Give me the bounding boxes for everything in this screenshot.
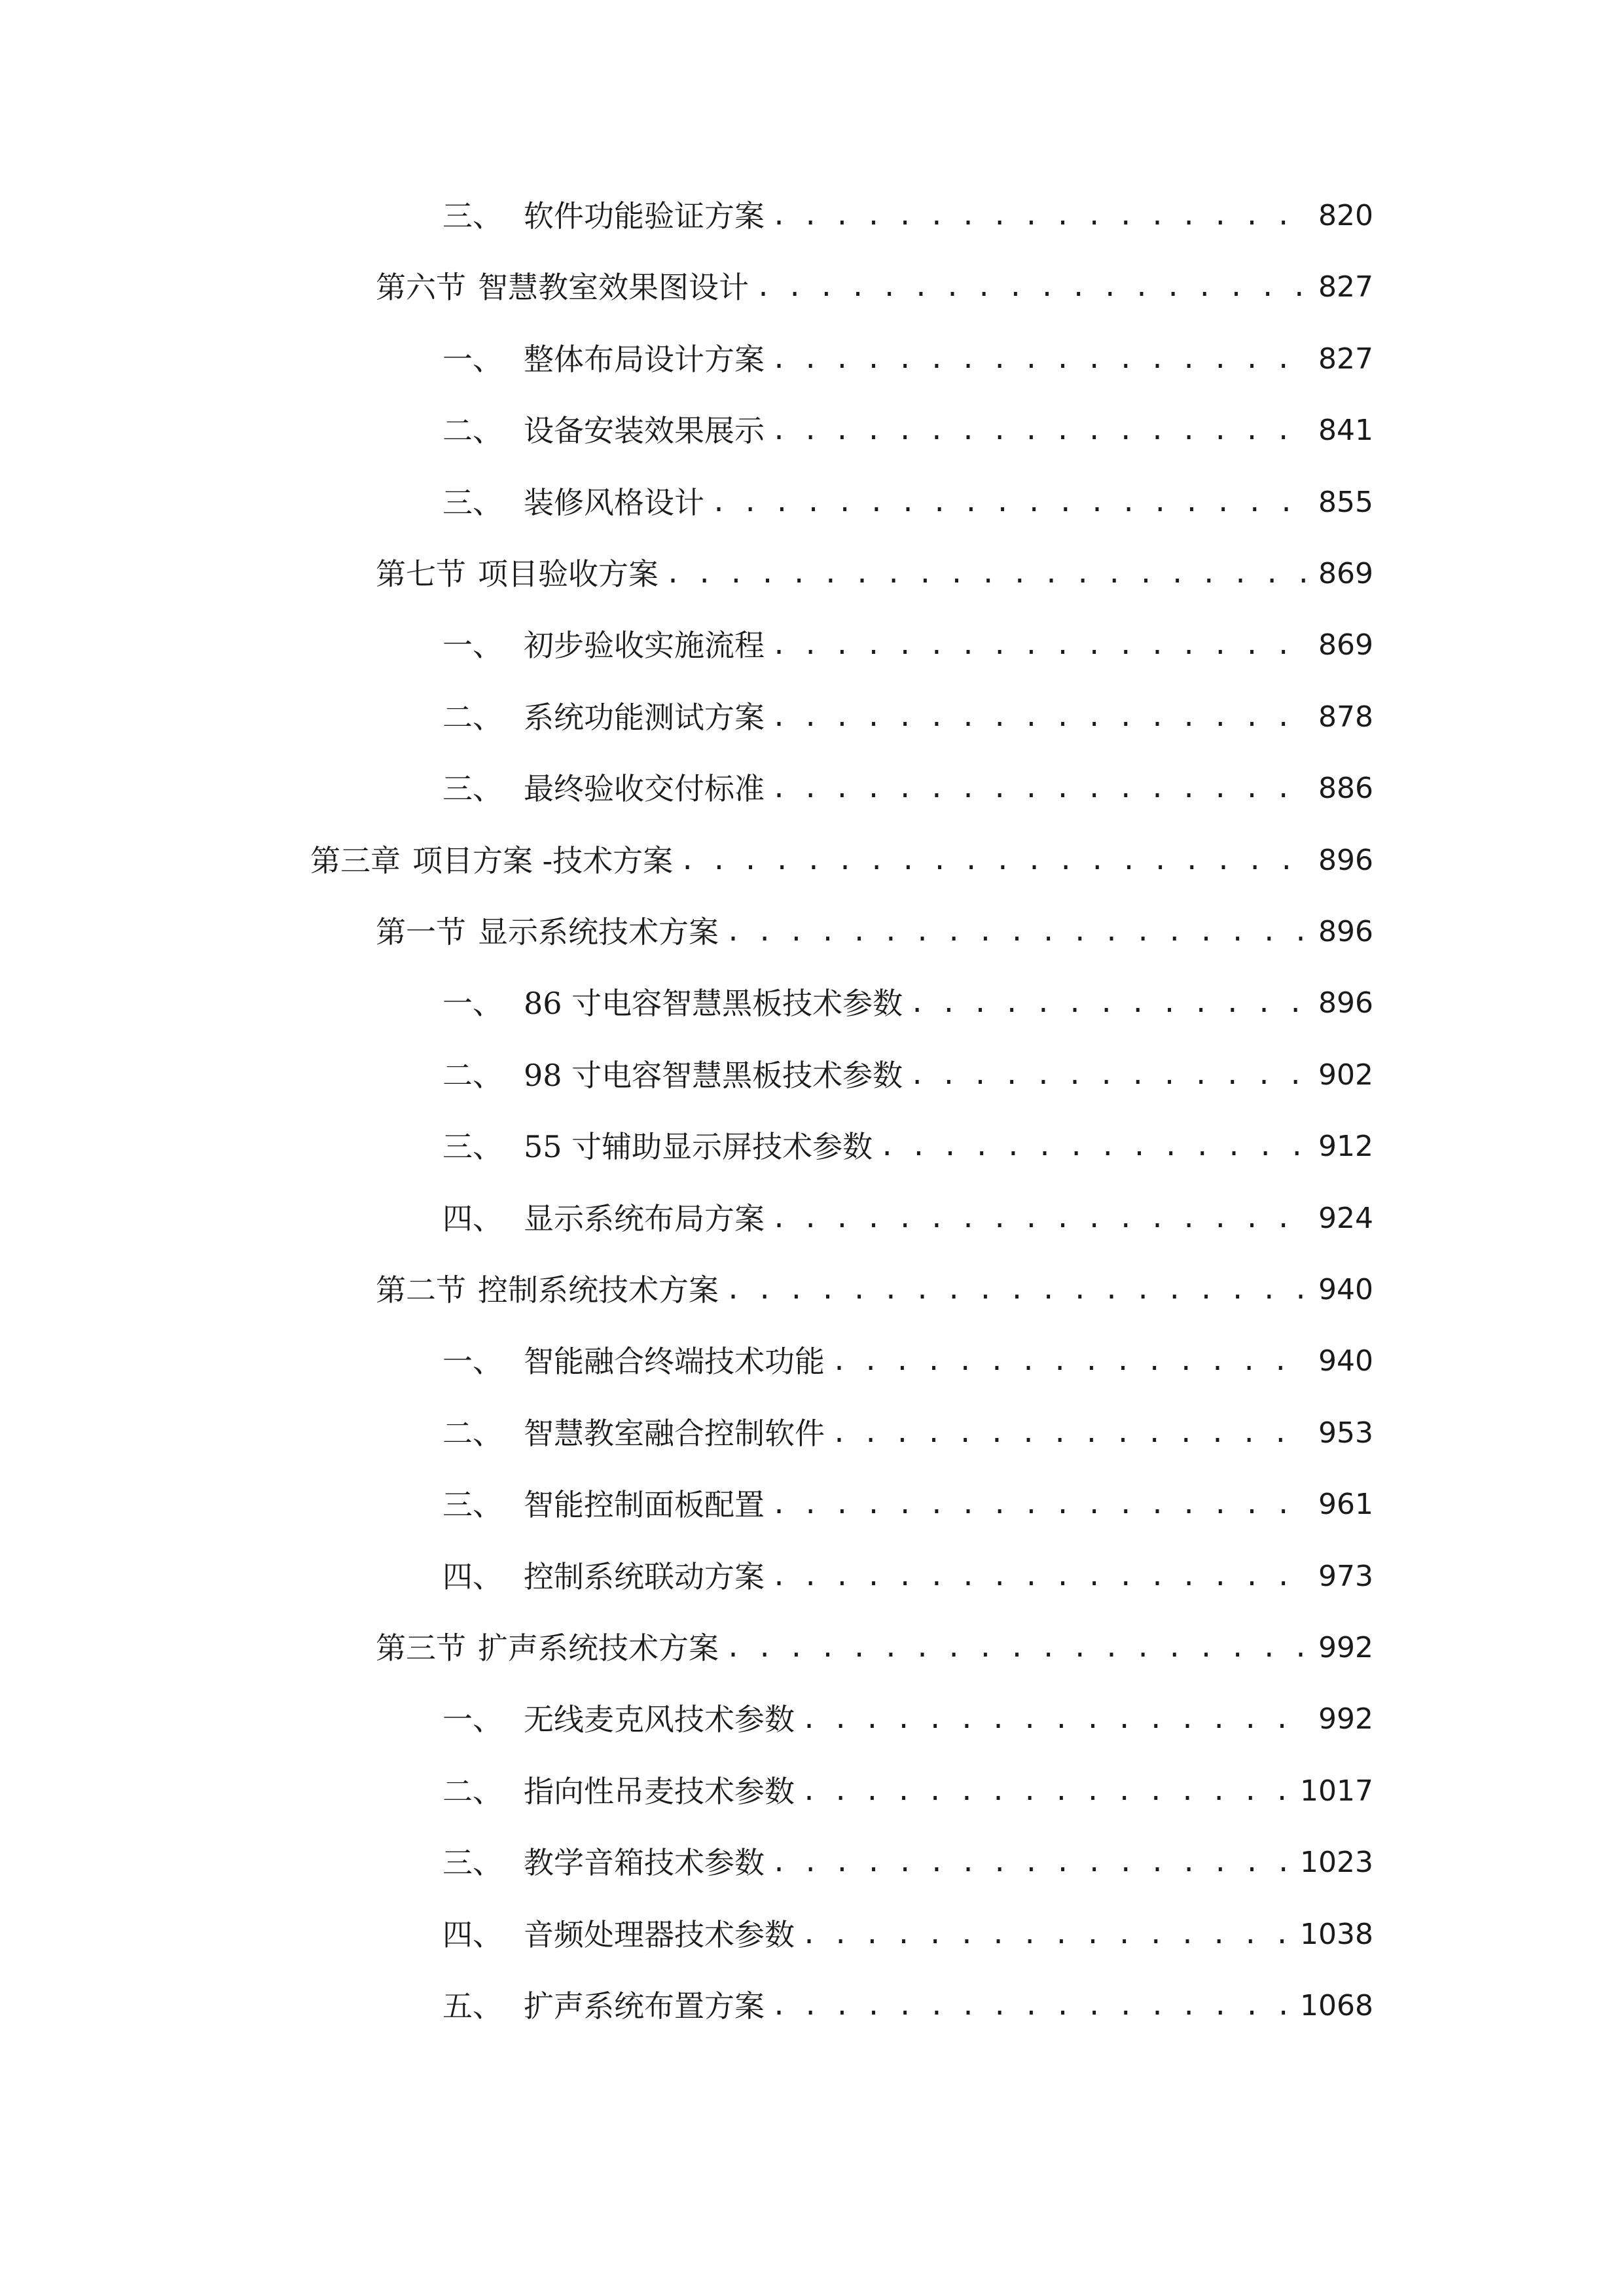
dot-leader: [771, 1980, 1291, 2032]
toc-entry-title: 项目验收方案: [478, 556, 659, 592]
toc-entry-title: 显示系统技术方案: [478, 914, 719, 950]
toc-entry-marker: 四、: [442, 1917, 503, 1952]
toc-entry-title: 扩声系统布置方案: [524, 1988, 765, 2024]
toc-entry-section[interactable]: [376, 906, 1373, 958]
dot-leader: [771, 691, 1309, 744]
toc-entry-item[interactable]: [442, 404, 1373, 457]
toc-entry-page-number: 869: [1318, 628, 1373, 662]
toc-entry-item[interactable]: [442, 691, 1373, 744]
toc-entry-title: 控制系统联动方案: [524, 1559, 765, 1594]
toc-entry-title: 装修风格设计: [524, 485, 704, 520]
toc-entry-item[interactable]: [442, 1049, 1373, 1102]
toc-entry-item[interactable]: [442, 1551, 1373, 1603]
dot-leader: [679, 834, 1309, 887]
toc-entry-marker: 三、: [442, 1487, 503, 1522]
toc-entry-title: 控制系统技术方案: [478, 1272, 719, 1308]
toc-entry-title: 智慧教室融合控制软件: [524, 1416, 825, 1451]
toc-entry-page-number: 869: [1318, 557, 1373, 590]
toc-entry-item[interactable]: [442, 1407, 1373, 1460]
toc-entry-title: 整体布局设计方案: [524, 342, 765, 377]
toc-entry-marker: 三、: [442, 198, 503, 234]
toc-entry-page-number: 1038: [1300, 1918, 1373, 1951]
dot-leader: [771, 1551, 1309, 1603]
toc-entry-item[interactable]: [442, 476, 1373, 529]
toc-entry-page-number: 896: [1318, 844, 1373, 877]
toc-entry-chapter[interactable]: [310, 834, 1373, 887]
toc-entry-item[interactable]: [442, 1909, 1373, 1961]
toc-entry-page-number: 1017: [1300, 1774, 1373, 1808]
toc-entry-page-number: 841: [1318, 414, 1373, 447]
toc-entry-title: 教学音箱技术参数: [524, 1845, 765, 1880]
toc-entry-page-number: 912: [1318, 1130, 1373, 1163]
toc-entry-title: 智能融合终端技术功能: [524, 1344, 825, 1379]
toc-entry-page-number: 924: [1318, 1202, 1373, 1235]
toc-entry-marker: 一、: [442, 1702, 503, 1737]
toc-entry-title: 最终验收交付标准: [524, 771, 765, 806]
toc-entry-marker: 第一节: [376, 914, 466, 950]
dot-leader: [771, 190, 1309, 242]
toc-entry-title: 扩声系统技术方案: [478, 1630, 719, 1666]
dot-leader: [771, 619, 1309, 672]
dot-leader: [801, 1909, 1291, 1961]
toc-entry-page-number: 1068: [1300, 1989, 1373, 2022]
toc-entry-marker: 四、: [442, 1559, 503, 1594]
toc-entry-item[interactable]: [442, 190, 1373, 242]
toc-entry-marker: 一、: [442, 628, 503, 663]
toc-entry-item[interactable]: [442, 1335, 1373, 1388]
toc-entry-title: 软件功能验证方案: [524, 198, 765, 234]
dot-leader: [801, 1765, 1291, 1818]
toc-entry-marker: 第三章: [310, 843, 401, 878]
toc-entry-title: 显示系统布局方案: [524, 1201, 765, 1236]
toc-entry-marker: 二、: [442, 700, 503, 735]
toc-entry-page-number: 820: [1318, 199, 1373, 232]
toc-entry-section[interactable]: [376, 548, 1373, 600]
dot-leader: [725, 1264, 1309, 1316]
toc-entry-page-number: 992: [1318, 1631, 1373, 1664]
dot-leader: [725, 906, 1309, 958]
dot-leader: [771, 762, 1309, 815]
dot-leader: [771, 1193, 1309, 1245]
toc-entry-title: 智慧教室效果图设计: [478, 270, 749, 305]
toc-entry-section[interactable]: [376, 261, 1373, 314]
dot-leader: [909, 1049, 1309, 1102]
toc-entry-page-number: 827: [1318, 270, 1373, 304]
toc-entry-page-number: 1023: [1300, 1846, 1373, 1879]
toc-entry-page-number: 886: [1318, 772, 1373, 805]
toc-entry-marker: 二、: [442, 1058, 503, 1093]
toc-entry-title: 系统功能测试方案: [524, 700, 765, 735]
toc-entry-marker: 二、: [442, 1416, 503, 1451]
toc-entry-page-number: 940: [1318, 1344, 1373, 1378]
toc-entry-title: 设备安装效果展示: [524, 413, 765, 448]
toc-entry-item[interactable]: [442, 1837, 1373, 1889]
dot-leader: [801, 1693, 1309, 1746]
dot-leader: [711, 476, 1309, 529]
toc-entry-item[interactable]: [442, 619, 1373, 672]
toc-entry-page-number: 896: [1318, 915, 1373, 948]
toc-entry-page-number: 961: [1318, 1488, 1373, 1521]
toc-entry-item[interactable]: [442, 1479, 1373, 1531]
toc-entry-title: 无线麦克风技术参数: [524, 1702, 795, 1737]
dot-leader: [831, 1407, 1309, 1460]
toc-entry-page-number: 992: [1318, 1702, 1373, 1736]
toc-entry-page-number: 855: [1318, 486, 1373, 519]
toc-entry-marker: 二、: [442, 413, 503, 448]
toc-entry-marker: 五、: [442, 1988, 503, 2024]
dot-leader: [909, 977, 1309, 1030]
toc-entry-marker: 四、: [442, 1201, 503, 1236]
toc-entry-title: 86 寸电容智慧黑板技术参数: [524, 986, 903, 1021]
toc-entry-title: 智能控制面板配置: [524, 1487, 765, 1522]
toc-entry-page-number: 953: [1318, 1416, 1373, 1450]
toc-entry-page-number: 878: [1318, 700, 1373, 734]
toc-entry-item[interactable]: [442, 1121, 1373, 1173]
toc-entry-marker: 第六节: [376, 270, 466, 305]
toc-entry-item[interactable]: [442, 333, 1373, 386]
toc-entry-page-number: 896: [1318, 986, 1373, 1020]
toc-entry-item[interactable]: [442, 1765, 1373, 1818]
toc-entry-page-number: 827: [1318, 342, 1373, 376]
toc-entry-marker: 一、: [442, 986, 503, 1021]
dot-leader: [755, 261, 1309, 314]
toc-entry-marker: 三、: [442, 485, 503, 520]
dot-leader: [771, 1837, 1291, 1889]
toc-entry-item[interactable]: [442, 1980, 1373, 2032]
dot-leader: [771, 1479, 1309, 1531]
toc-entry-title: 音频处理器技术参数: [524, 1917, 795, 1952]
dot-leader: [771, 333, 1309, 386]
toc-entry-item[interactable]: [442, 1693, 1373, 1746]
toc-entry-title: 项目方案 -技术方案: [412, 843, 674, 878]
dot-leader: [831, 1335, 1309, 1388]
toc-entry-title: 指向性吊麦技术参数: [524, 1774, 795, 1809]
dot-leader: [879, 1121, 1309, 1173]
toc-entry-page-number: 940: [1318, 1273, 1373, 1306]
toc-entry-item[interactable]: [442, 1193, 1373, 1245]
toc-entry-item[interactable]: [442, 977, 1373, 1030]
toc-entry-page-number: 902: [1318, 1058, 1373, 1092]
toc-entry-marker: 一、: [442, 342, 503, 377]
toc-entry-section[interactable]: [376, 1264, 1373, 1316]
toc-entry-title: 98 寸电容智慧黑板技术参数: [524, 1058, 903, 1093]
dot-leader: [725, 1622, 1309, 1674]
toc-entry-marker: 第三节: [376, 1630, 466, 1666]
toc-entry-marker: 二、: [442, 1774, 503, 1809]
dot-leader: [665, 548, 1309, 600]
toc-entry-marker: 三、: [442, 1845, 503, 1880]
toc-entry-page-number: 973: [1318, 1560, 1373, 1593]
toc-entry-marker: 一、: [442, 1344, 503, 1379]
toc-entry-marker: 第七节: [376, 556, 466, 592]
toc-entry-title: 初步验收实施流程: [524, 628, 765, 663]
dot-leader: [771, 404, 1309, 457]
toc-entry-item[interactable]: [442, 762, 1373, 815]
toc-entry-marker: 三、: [442, 771, 503, 806]
toc-entry-title: 55 寸辅助显示屏技术参数: [524, 1129, 873, 1164]
toc-entry-marker: 第二节: [376, 1272, 466, 1308]
toc-entry-section[interactable]: [376, 1622, 1373, 1674]
toc-entry-marker: 三、: [442, 1129, 503, 1164]
